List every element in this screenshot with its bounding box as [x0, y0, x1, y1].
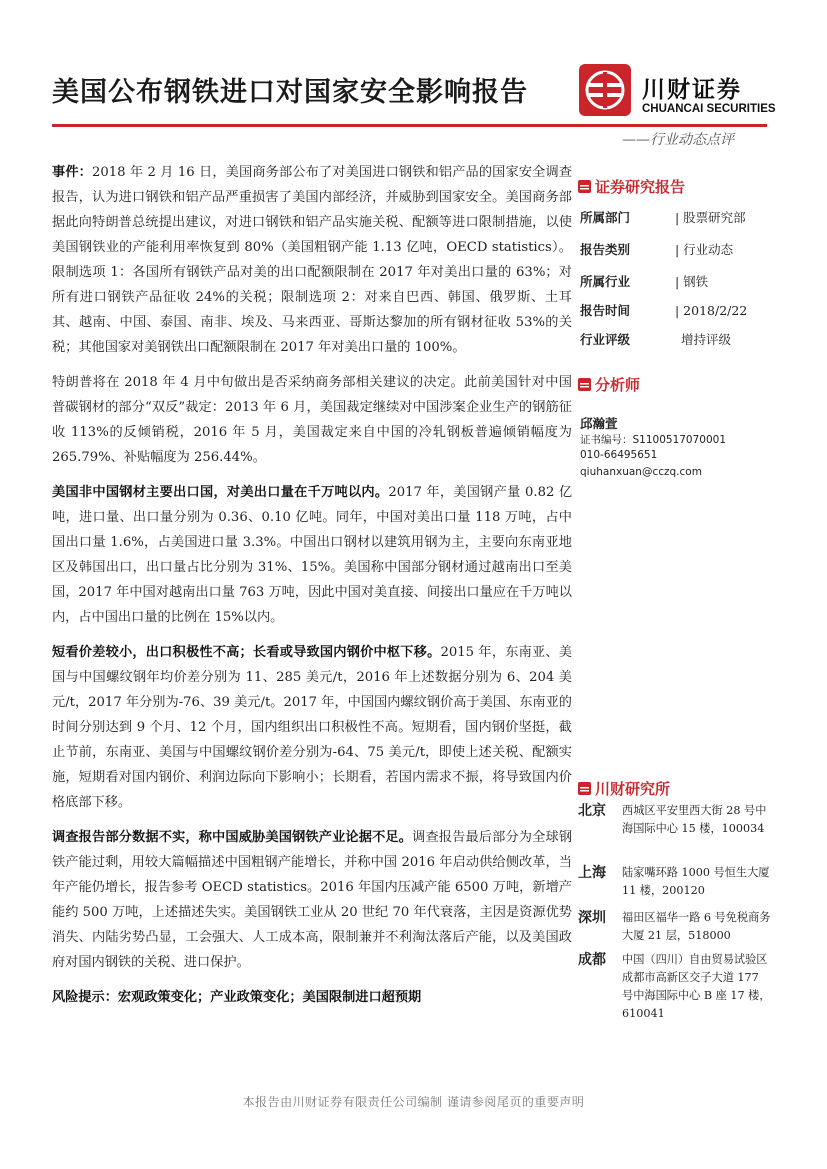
paragraph-text: 2017 年，美国钢产量 0.82 亿吨，进口量、出口量分别为 0.36、0.10 亿吨。同年，中国对美出口量 118 万吨，占中国出口量 1.6%，占美国进口量 3.3%。中国出口钢材以建筑用钢为主，主要向东南亚地区及韩国出口，出口量占比分别为 31%、15%。美国称中国部分钢材通过越南出口至美国，2017 年中国对越南出口量 763 万吨，因此中国对美直接、间接出口量应在千万吨以内，占中国出口量的比例在 15%以内。 — [52, 485, 573, 625]
paragraph-lead: 风险提示：宏观政策变化；产业政策变化；美国限制进口超预期 — [52, 990, 422, 1005]
brand-name-cn: 川财证券 — [642, 77, 742, 103]
address-city-shanghai: 上海 — [578, 865, 606, 881]
address-city-shenzhen: 深圳 — [578, 910, 606, 926]
paragraph-text: 调查报告最后部分为全球钢铁产能过剩，用较大篇幅描述中国粗钢产能增长，并称中国 2016 年启动供给侧改革，当年产能仍增长，报告参考 OECD statistics。2016 年国内压减产能 6500 万吨，新增产能约 500 万吨，上述描述失实。美国钢铁工业从 20 世纪 70 年代衰落，主因是资源优势消失、内陆劣势凸显，工会强大、人工成本高，限制兼并不利淘汰落后产能，以及美国政府对国内钢铁的关税、进口保护。 — [52, 830, 573, 970]
address-text-chengdu: 中国（四川）自由贸易试验区成都市高新区交子大道 177 号中海国际中心 B 座 17 楼，610041 — [622, 953, 771, 1020]
paragraph-lead: 美国非中国钢材主要出口国，对美出口量在千万吨以内。 — [52, 485, 389, 500]
paragraph-trump-decision — [52, 370, 572, 470]
paragraph-lead: 调查报告部分数据不实，称中国威胁美国钢铁产业论据不足。 — [52, 830, 413, 845]
section-analyst-header — [578, 374, 640, 395]
info-value: | 行业动态 — [675, 242, 734, 257]
info-label: 行业评级 — [580, 332, 631, 347]
brand-name-en: CHUANCAI SECURITIES — [642, 103, 776, 115]
brand-mark-icon — [578, 180, 591, 193]
info-row-rating — [580, 330, 770, 348]
report-title: 美国公布钢铁进口对国家安全影响报告 — [52, 77, 528, 108]
address-city-chengdu: 成都 — [578, 952, 606, 968]
paragraph-data-inaccuracy — [52, 825, 572, 975]
info-label: 报告时间 — [580, 303, 631, 318]
paragraph-export-volume — [52, 480, 572, 630]
section-institute-header — [578, 778, 670, 799]
paragraph-lead: 事件： — [52, 165, 92, 180]
address-city-beijing: 北京 — [578, 803, 606, 819]
chuancai-logo-icon — [579, 64, 631, 116]
paragraph-risk-warning — [52, 985, 572, 1010]
analyst-cert: 证书编号：S1100517070001 — [580, 434, 727, 446]
info-value: | 股票研究部 — [675, 210, 746, 225]
paragraph-event — [52, 160, 572, 360]
paragraph-price-spread — [52, 640, 572, 815]
brand-mark-icon — [578, 782, 591, 795]
info-value: | 2018/2/22 — [675, 303, 748, 318]
report-subtitle: ——行业动态点评 — [622, 132, 734, 148]
address-text-shenzhen: 福田区福华一路 6 号免税商务大厦 21 层，518000 — [622, 911, 771, 942]
analyst-name: 邱瀚萱 — [580, 416, 618, 431]
paragraph-text: 2015 年，东南亚、美国与中国螺纹钢年均价差分别为 11、285 美元/t，2016 年上述数据分别为 6、204 美元/t，2017 年分别为-76、39 美元/t。2017 年，中国国内螺纹钢价高于美国、东南亚的时间分别达到 9 个月、12 个月，国内组织出口积极性不高。短期看，国内钢价坚挺，截止节前，东南亚、美国与中国螺纹钢价差分别为-64、75 美元/t，即使上述关税、配额实施，短期看对国内钢价、利润边际向下影响小；长期看，若国内需求不振，将导致国内价格底部下移。 — [52, 645, 572, 810]
analyst-email: qiuhanxuan@cczq.com — [580, 466, 702, 478]
section-title: 分析师 — [595, 376, 641, 394]
main-content — [52, 160, 572, 1020]
paragraph-text: 2018 年 2 月 16 日，美国商务部公布了对美国进口钢铁和铝产品的国家安全调查报告，认为进口钢铁和铝产品严重损害了美国内部经济，并威胁到国家安全。美国商务部据此向特朗普总统提出建议，对进口钢铁和铝产品实施关税、配额等进口限制措施，以使美国钢铁业的产能利用率恢复到 80%（美国粗钢产能 1.13 亿吨，OECD statistics）。限制选项 1：各国所有钢铁产品对美的出口配额限制在 2017 年对美出口量的 63%；对所有进口钢铁产品征收 24%的关税；限制选项 2：对来自巴西、韩国、俄罗斯、土耳其、越南、中国、泰国、南非、埃及、马来西亚、哥斯达黎加的所有钢材征收 53%的关税；其他国家对美钢铁出口配额限制在 2017 年对美出口量的 100%。 — [52, 165, 572, 355]
info-value: | 钢铁 — [675, 274, 709, 289]
address-text-beijing: 西城区平安里西大街 28 号中海国际中心 15 楼，100034 — [622, 804, 767, 835]
section-title: 证券研究报告 — [595, 178, 686, 196]
analyst-phone: 010-66495651 — [580, 449, 658, 461]
info-label: 所属行业 — [580, 274, 631, 289]
brand-mark-icon — [578, 378, 591, 391]
paragraph-lead: 短看价差较小，出口积极性不高；长看或导致国内钢价中枢下移。 — [52, 645, 441, 660]
info-value: 增持评级 — [681, 332, 732, 347]
info-row-date — [580, 301, 770, 319]
footer-disclaimer: 本报告由川财证券有限责任公司编制 谨请参阅尾页的重要声明 — [242, 1095, 585, 1109]
header-divider — [52, 124, 767, 127]
info-row-category — [580, 240, 770, 258]
info-row-industry — [580, 272, 770, 290]
section-report-header — [578, 176, 685, 197]
section-title: 川财研究所 — [595, 780, 671, 798]
info-row-department — [580, 208, 770, 226]
info-label: 报告类别 — [580, 242, 631, 257]
info-label: 所属部门 — [580, 210, 631, 225]
address-text-shanghai: 陆家嘴环路 1000 号恒生大厦 11 楼，200120 — [622, 866, 770, 897]
paragraph-text: 特朗普将在 2018 年 4 月中旬做出是否采纳商务部相关建议的决定。此前美国针对中国普碳钢材的部分“双反”裁定：2013 年 6 月，美国裁定继续对中国涉案企业生产的钢筋征收 113%的反倾销税，2016 年 5 月，美国裁定来自中国的冷轧钢板普遍倾销幅度为 265.79%、补贴幅度为 256.44%。 — [52, 375, 572, 465]
